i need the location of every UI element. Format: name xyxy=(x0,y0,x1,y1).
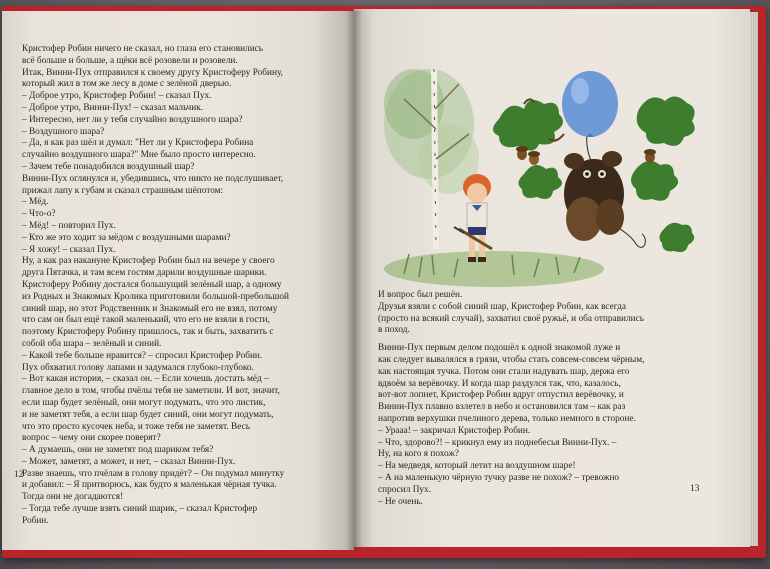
left-page-line: – Мёд. xyxy=(22,197,49,208)
right-page-line: вот-вот лопнет, Кристофер Робин вдруг отпустил верёвочку, и xyxy=(378,390,624,401)
left-page-line: друга Пятачка, и там всем гостям дарили воздушные шарики. xyxy=(22,268,267,279)
right-page-text xyxy=(368,290,718,508)
left-page-line: – Доброе утро, Кристофер Робин! – сказал Пух. xyxy=(22,91,212,102)
left-page-text xyxy=(12,44,344,528)
left-page-line: – Воздушного шара? xyxy=(22,126,105,137)
left-page-line: – Какой тебе больше нравится? – спросил Кристофер Робин. xyxy=(22,350,263,361)
left-page-line: – Тогда тебе лучше взять синий шарик, – сказал Кристофер xyxy=(22,504,258,515)
right-page-line: – Не очень. xyxy=(378,496,423,507)
left-page-line: – Кто же это ходит за мёдом с воздушными шарами? xyxy=(22,232,231,243)
left-page-line: – Может, заметят, а может, и нет, – сказал Винни-Пух. xyxy=(22,456,236,467)
right-page-line: (просто на всякий случай), захватил своё ружьё, и оба отправились xyxy=(378,313,644,324)
left-page-number: 12 xyxy=(14,470,24,480)
right-page-line: Ну, на кого я похож? xyxy=(378,449,460,460)
grass-patch xyxy=(384,251,604,287)
left-page-line: Итак, Винни-Пух отправился к своему другу Кристоферу Робину, xyxy=(22,67,284,78)
right-text-block-1 xyxy=(368,290,718,337)
left-page-line: прижал лапу к губам и сказал страшным шёпотом: xyxy=(22,185,224,196)
balloon xyxy=(562,71,618,137)
left-page-line: поэтому Кристоферу Робину пришлось, так и быть, захватить с xyxy=(22,327,274,338)
left-page-line: всё больше и больше, а щёки всё розовели и розовели. xyxy=(22,55,238,66)
right-page-line: – На медведя, который летит на воздушном шаре! xyxy=(378,461,576,472)
left-page-line: и добавил: – Я притворюсь, как будто я маленькая чёрная тучка. xyxy=(22,480,277,491)
left-page-line: Тогда они не догадаются! xyxy=(22,492,124,503)
left-page-line: что сам он был ещё такой маленький, что его не взяли в гости, xyxy=(22,315,270,326)
left-page-line: – Зачем тебе понадобился воздушный шар? xyxy=(22,161,195,172)
page-edges xyxy=(750,12,758,546)
right-page-line: в поход. xyxy=(378,325,410,336)
left-page-line: что это просто кусочек неба, и тоже тебя не заметят. Весь xyxy=(22,421,250,432)
right-page-line: Друзья взяли с собой синий шар, Кристофер Робин, как всегда xyxy=(378,301,626,312)
right-page-number: 13 xyxy=(690,484,700,494)
right-page-line: – А на маленькую чёрную тучку разве не похож? – тревожно xyxy=(378,472,620,483)
right-page-line: напротив верхушки пчелиного дерева, только немного в стороне. xyxy=(378,413,636,424)
left-page-line: Кристофер Робин ничего не сказал, но глаза его становились xyxy=(22,44,264,54)
left-page-line: из Родных и Знакомых Кролика приготовили большой-пребольшой xyxy=(22,291,289,302)
right-page-line: спросил Пух. xyxy=(378,484,432,495)
left-page-line: – Да, я как раз шёл и думал: "Нет ли у Кристофера Робина xyxy=(22,138,254,149)
left-page-line: главное дело в том, чтобы пчёлы тебя не заметили. И вот, значит, xyxy=(22,386,280,397)
left-page-line: – Вот какая история, – сказал он. – Если хочешь достать мёд – xyxy=(22,374,269,385)
illustration xyxy=(374,49,714,294)
right-page-line: – Что, здорово?! – крикнул ему из поднебесья Винни-Пух. – xyxy=(378,437,617,448)
left-page-line: – Что-о? xyxy=(22,209,56,220)
book-gutter xyxy=(346,11,362,550)
left-page-line: – Мёд! – повторил Пух. xyxy=(22,220,116,231)
left-page-line: вопрос – чему они скорее поверят? xyxy=(22,433,161,444)
left-page-line: – Я хожу! – сказал Пух. xyxy=(22,244,116,255)
right-page-line: И вопрос был решён. xyxy=(378,290,463,300)
left-page-line: Ну, а как раз накануне Кристофер Робин был на вечере у своего xyxy=(22,256,275,267)
left-page-line: синий шар, но этот Родственник и Знакомый его не взял, потому xyxy=(22,303,278,314)
right-text-block-2 xyxy=(368,343,718,508)
left-page-line: Кристоферу Робину достался большущий зелёный шар, а одному xyxy=(22,279,282,290)
left-page-line: который жил в том же лесу в доме с зелёной дверью. xyxy=(22,79,232,90)
left-page-line: Разве знаешь, что пчёлам в голову придёт? – Он подумал минутку xyxy=(22,468,285,479)
right-page-line: как настоящая тучка. Потом они стали надувать шар, держа его xyxy=(378,366,630,377)
birch-tree xyxy=(384,69,479,249)
left-page xyxy=(2,11,354,550)
left-page-line: собой оба шара – зелёный и синий. xyxy=(22,338,162,349)
right-page-line: – Урааа! – закричал Кристофер Робин. xyxy=(378,425,531,436)
left-page-line: случайно воздушного шара?" Мне было просто интересно. xyxy=(22,150,256,161)
right-page-line: как следует вывалялся в грязи, чтобы стать совсем-совсем чёрным, xyxy=(378,354,645,365)
left-page-line: – Интересно, нет ли у тебя случайно воздушного шара? xyxy=(22,114,243,125)
left-page-line: Робин. xyxy=(22,515,49,526)
left-page-line: и не заметят тебя, а если шар будет синий, они могут подумать, xyxy=(22,409,274,420)
right-page-line: Винни-Пух плавно взлетел в небо и остановился там – как раз xyxy=(378,402,626,413)
winnie-the-pooh xyxy=(564,151,624,241)
left-page-line: – А думаешь, они не заметят под шариком тебя? xyxy=(22,445,214,456)
left-page-line: Пух обхватил голову лапами и задумался глубоко-глубоко. xyxy=(22,362,254,373)
left-page-line: если шар будет зелёный, они могут подумать, что это листик, xyxy=(22,397,266,408)
right-page-line: Винни-Пух первым делом подошёл к одной знакомой луже и xyxy=(378,343,621,354)
right-page-line: вдвоём за верёвочку. И когда шар раздулся так, что, казалось, xyxy=(378,378,621,389)
right-page xyxy=(354,9,750,547)
left-page-line: Винни-Пух оглянулся и, убедившись, что никто не подслушивает, xyxy=(22,173,284,184)
left-page-line: – Доброе утро, Винни-Пух! – сказал мальчик. xyxy=(22,102,204,113)
